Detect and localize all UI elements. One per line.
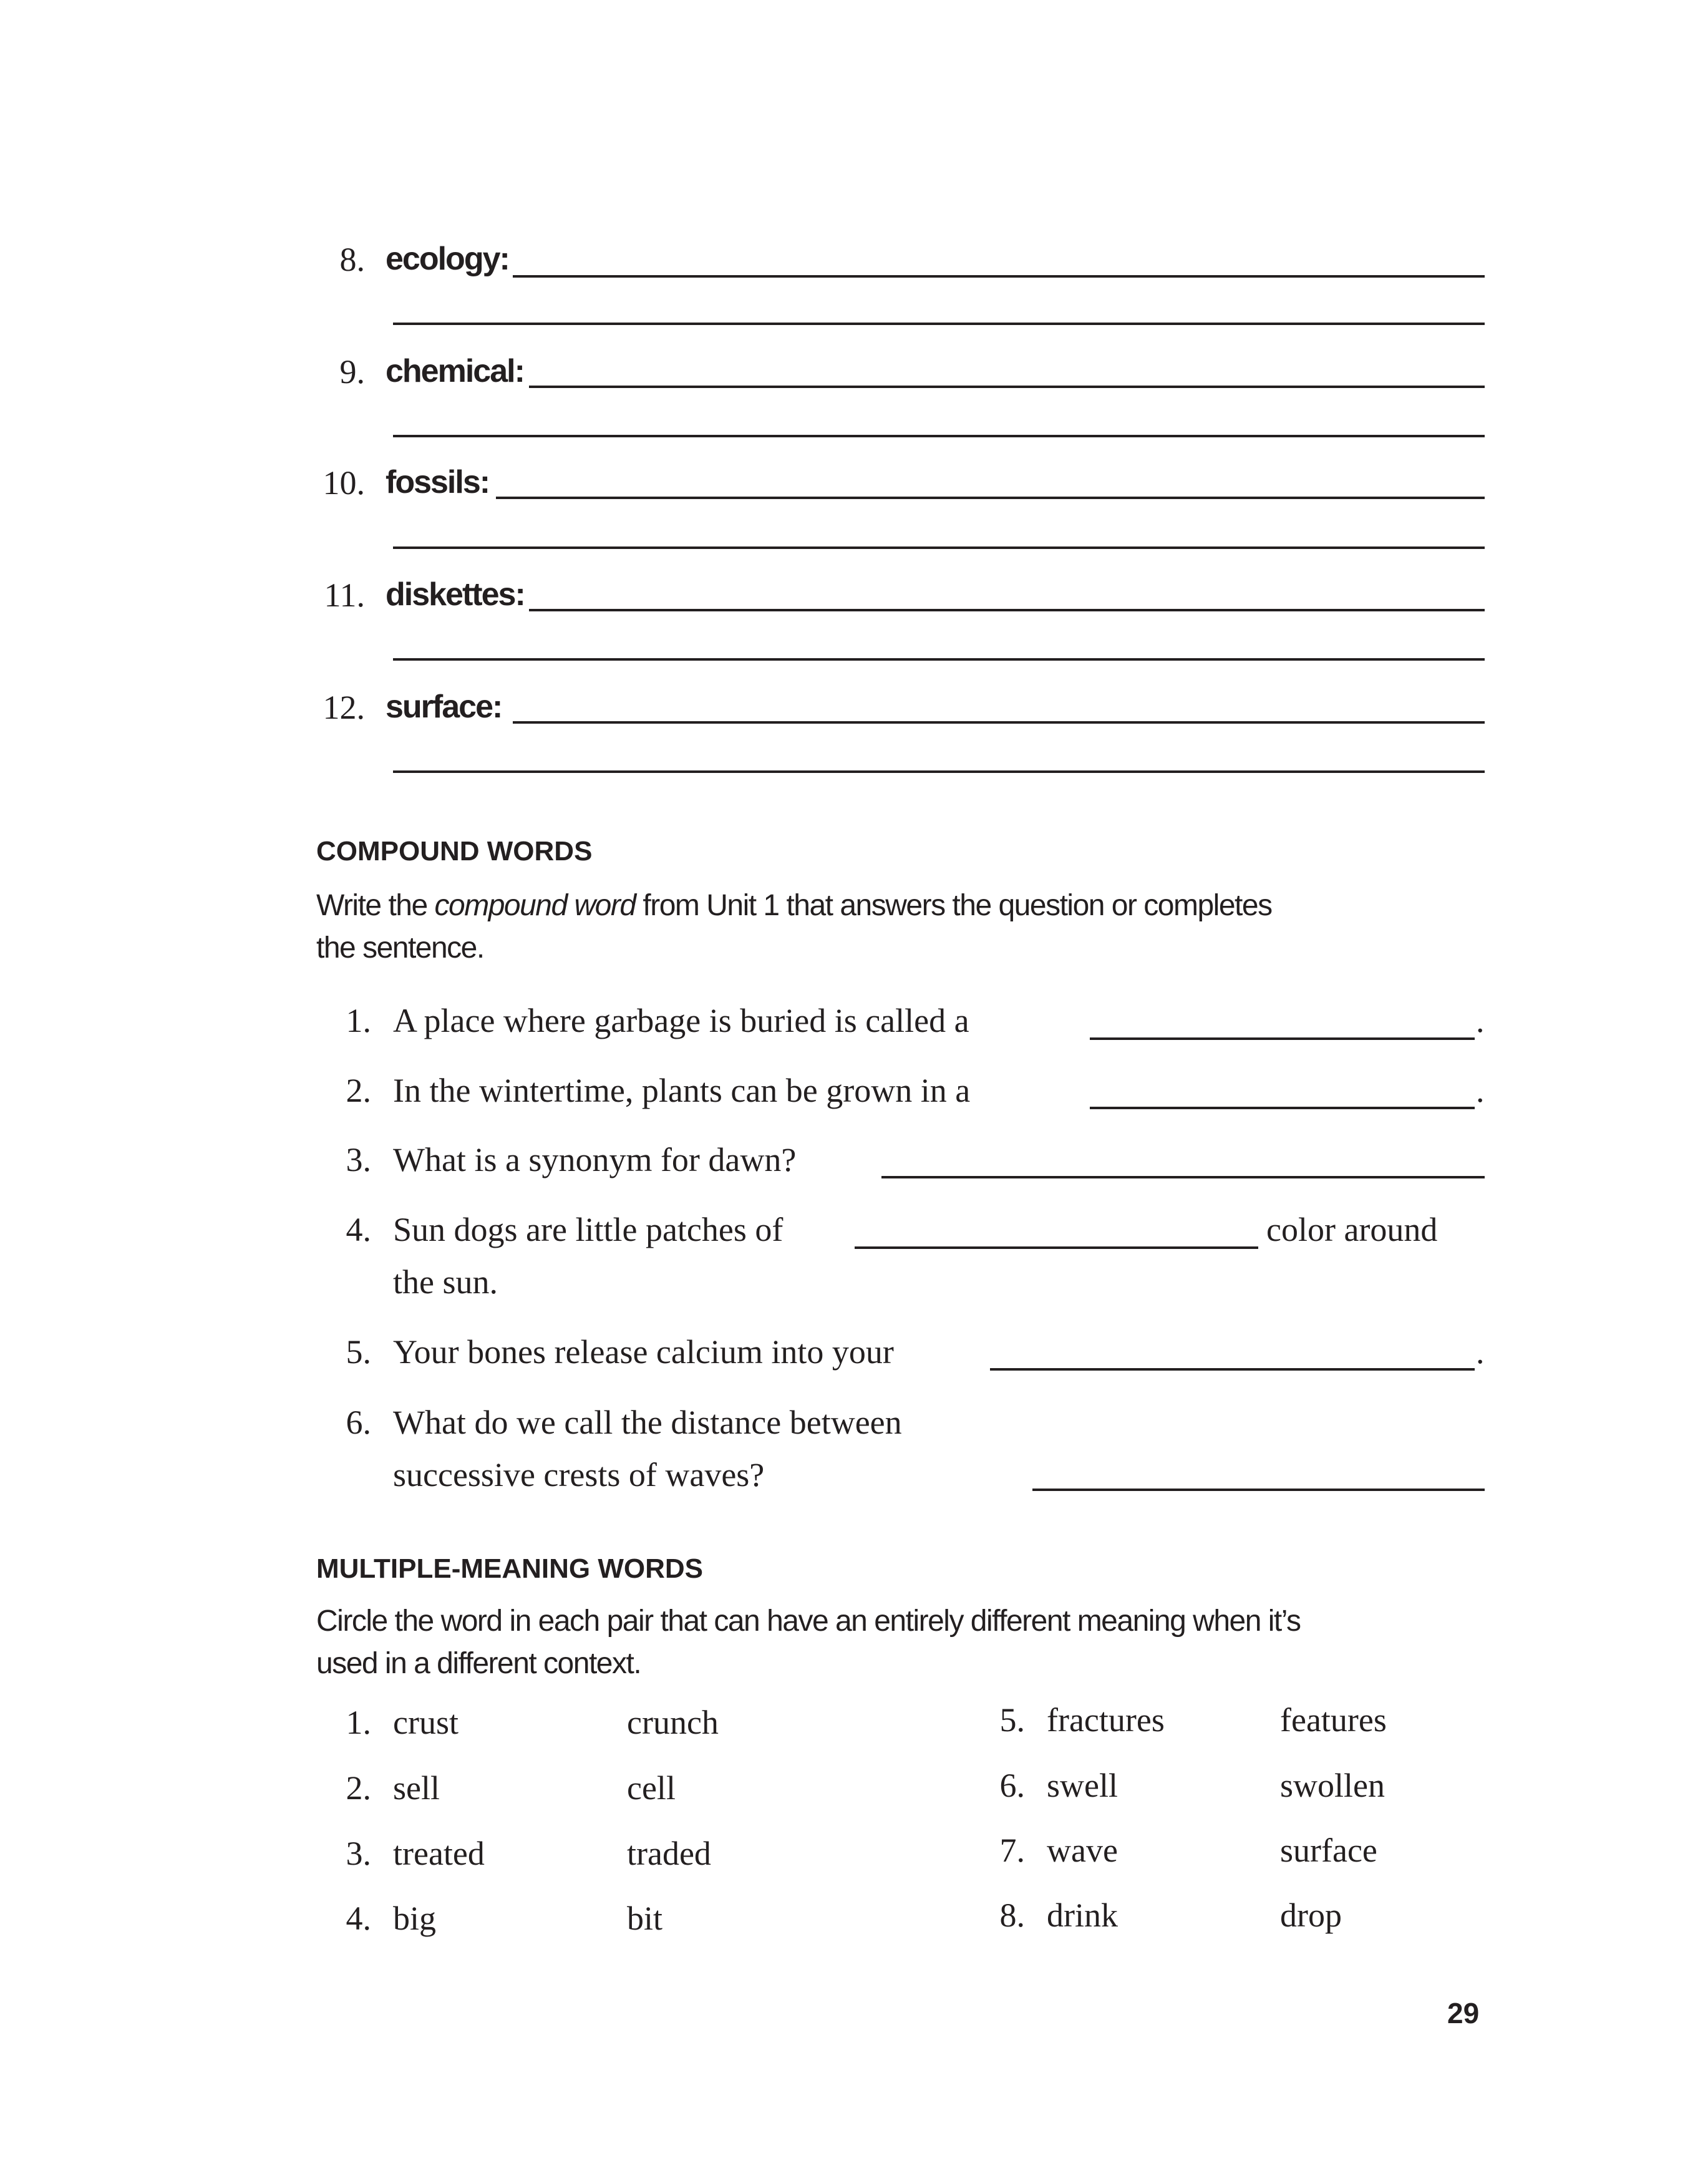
word-option[interactable]: crunch xyxy=(627,1704,719,1741)
word-option[interactable]: drink xyxy=(1047,1897,1118,1934)
def-number: 8. xyxy=(339,241,365,278)
word-option[interactable]: big xyxy=(393,1900,437,1937)
answer-line[interactable] xyxy=(855,1246,1258,1249)
def-term-ecology: ecology: xyxy=(386,241,509,277)
pair-number: 6. xyxy=(999,1767,1025,1804)
word-option[interactable]: crust xyxy=(393,1704,459,1741)
answer-line[interactable] xyxy=(990,1368,1475,1371)
question-number: 1. xyxy=(346,1002,371,1039)
answer-line[interactable] xyxy=(393,435,1485,437)
answer-line[interactable] xyxy=(496,497,1485,499)
word-option[interactable]: fractures xyxy=(1047,1701,1165,1739)
compound-instructions xyxy=(316,885,1502,969)
question-number: 2. xyxy=(346,1072,371,1109)
period: . xyxy=(1476,1072,1485,1109)
pair-number: 1. xyxy=(346,1704,371,1741)
word-option[interactable]: drop xyxy=(1280,1897,1342,1934)
pair-number: 7. xyxy=(999,1832,1025,1869)
word-option[interactable]: traded xyxy=(627,1835,711,1872)
answer-line[interactable] xyxy=(393,658,1485,661)
answer-line[interactable] xyxy=(393,546,1485,549)
word-option[interactable]: surface xyxy=(1280,1832,1377,1869)
def-term-surface: surface: xyxy=(386,689,502,725)
question-text: Sun dogs are little patches of xyxy=(393,1211,784,1248)
pair-number: 2. xyxy=(346,1769,371,1807)
instruction-text: Circle the word in each pair that can have an entirely different meaning when it’s xyxy=(316,1605,1301,1638)
def-term-diskettes: diskettes: xyxy=(386,576,525,613)
word-option[interactable]: features xyxy=(1280,1701,1387,1739)
word-option[interactable]: wave xyxy=(1047,1832,1118,1869)
pair-number: 8. xyxy=(999,1897,1025,1934)
period: . xyxy=(1476,1333,1485,1371)
answer-line[interactable] xyxy=(393,323,1485,325)
answer-line[interactable] xyxy=(529,386,1485,388)
def-term-chemical: chemical: xyxy=(386,353,524,389)
pair-number: 4. xyxy=(346,1900,371,1937)
question-text: successive crests of waves? xyxy=(393,1456,765,1494)
compound-words-heading: COMPOUND WORDS xyxy=(316,836,593,867)
answer-line[interactable] xyxy=(1032,1489,1485,1491)
def-number: 11. xyxy=(324,576,365,614)
answer-line[interactable] xyxy=(881,1176,1485,1178)
instruction-text: from Unit 1 that answers the question or completes xyxy=(635,889,1272,922)
pair-number: 3. xyxy=(346,1835,371,1872)
question-number: 6. xyxy=(346,1404,371,1441)
instruction-text: the sentence. xyxy=(316,931,484,964)
answer-line[interactable] xyxy=(1090,1107,1475,1109)
question-number: 3. xyxy=(346,1141,371,1178)
answer-line[interactable] xyxy=(513,275,1485,278)
def-number: 12. xyxy=(323,689,365,726)
instruction-text: Write the xyxy=(316,889,435,922)
instruction-italic: compound word xyxy=(434,889,636,922)
answer-line[interactable] xyxy=(513,721,1485,724)
word-option[interactable]: cell xyxy=(627,1769,676,1807)
question-number: 4. xyxy=(346,1211,371,1248)
question-text: What is a synonym for dawn? xyxy=(393,1141,797,1178)
def-number: 9. xyxy=(339,353,365,391)
page-number: 29 xyxy=(1447,1997,1480,2029)
def-term-fossils: fossils: xyxy=(386,464,490,500)
instruction-text: used in a different context. xyxy=(316,1647,641,1680)
question-text: color around xyxy=(1266,1211,1438,1248)
answer-line[interactable] xyxy=(393,770,1485,773)
answer-line[interactable] xyxy=(529,609,1485,611)
period: . xyxy=(1476,1002,1485,1039)
multiple-meaning-instructions xyxy=(316,1600,1502,1685)
question-text: What do we call the distance between xyxy=(393,1404,902,1441)
word-option[interactable]: bit xyxy=(627,1900,663,1937)
question-text: In the wintertime, plants can be grown in a xyxy=(393,1072,971,1109)
question-text: the sun. xyxy=(393,1263,498,1301)
answer-line[interactable] xyxy=(1090,1037,1475,1040)
word-option[interactable]: treated xyxy=(393,1835,485,1872)
multiple-meaning-heading: MULTIPLE-MEANING WORDS xyxy=(316,1553,704,1584)
question-text: A place where garbage is buried is called a xyxy=(393,1002,969,1039)
question-number: 5. xyxy=(346,1333,371,1371)
question-text: Your bones release calcium into your xyxy=(393,1333,894,1371)
word-option[interactable]: swell xyxy=(1047,1767,1118,1804)
def-number: 10. xyxy=(323,464,365,502)
pair-number: 5. xyxy=(999,1701,1025,1739)
word-option[interactable]: sell xyxy=(393,1769,440,1807)
word-option[interactable]: swollen xyxy=(1280,1767,1385,1804)
